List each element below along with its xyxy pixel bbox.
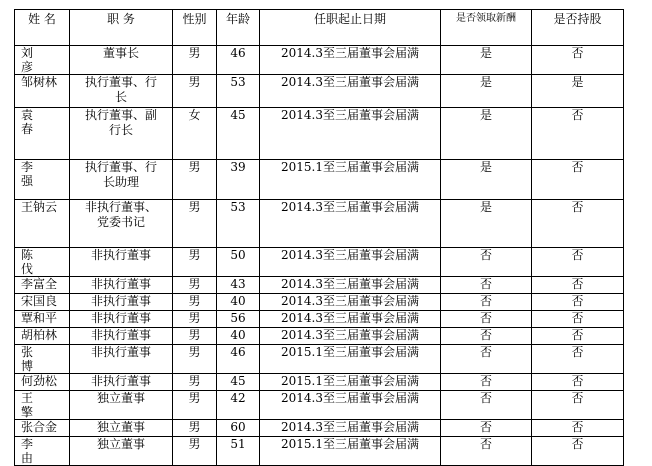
cell-shares: 是: [532, 75, 624, 108]
cell-name: 李 由: [15, 437, 70, 466]
cell-sex: 男: [173, 46, 217, 75]
cell-role: 非执行董事: [70, 328, 173, 345]
header-term: 任职起止日期: [260, 10, 441, 46]
cell-paid: 否: [441, 277, 532, 294]
cell-age: 53: [217, 75, 260, 108]
cell-paid: 否: [441, 294, 532, 311]
header-row: [15, 10, 624, 46]
table-row: [15, 277, 624, 294]
cell-sex: 男: [173, 420, 217, 437]
header-age: 年龄: [217, 10, 260, 46]
cell-term: 2015.1至三届董事会届满: [260, 345, 441, 374]
cell-age: 51: [217, 437, 260, 466]
table-row: [15, 160, 624, 200]
cell-age: 46: [217, 46, 260, 75]
cell-shares: 否: [532, 277, 624, 294]
cell-paid: 否: [441, 391, 532, 420]
cell-age: 40: [217, 294, 260, 311]
table-row: [15, 75, 624, 108]
cell-paid: 否: [441, 374, 532, 391]
cell-role: 董事长: [70, 46, 173, 75]
cell-sex: 男: [173, 248, 217, 277]
cell-age: 43: [217, 277, 260, 294]
cell-role: 执行董事、行长: [70, 75, 173, 108]
cell-name: 胡柏林: [15, 328, 70, 345]
cell-term: 2014.3至三届董事会届满: [260, 248, 441, 277]
cell-sex: 男: [173, 311, 217, 328]
table-row: [15, 437, 624, 466]
directors-table: [14, 9, 624, 466]
cell-term: 2014.3至三届董事会届满: [260, 294, 441, 311]
cell-name: 张 博: [15, 345, 70, 374]
cell-shares: 否: [532, 46, 624, 75]
cell-shares: 否: [532, 294, 624, 311]
cell-sex: 女: [173, 108, 217, 160]
table-row: [15, 345, 624, 374]
cell-paid: 是: [441, 160, 532, 200]
cell-shares: 否: [532, 248, 624, 277]
table-row: [15, 420, 624, 437]
cell-age: 56: [217, 311, 260, 328]
cell-term: 2014.3至三届董事会届满: [260, 391, 441, 420]
cell-name: 袁 春: [15, 108, 70, 160]
cell-term: 2014.3至三届董事会届满: [260, 200, 441, 248]
cell-sex: 男: [173, 277, 217, 294]
cell-sex: 男: [173, 75, 217, 108]
cell-paid: 是: [441, 75, 532, 108]
cell-age: 50: [217, 248, 260, 277]
cell-sex: 男: [173, 328, 217, 345]
table-row: [15, 248, 624, 277]
cell-paid: 否: [441, 345, 532, 374]
table-row: [15, 374, 624, 391]
header-sex: 性别: [173, 10, 217, 46]
cell-sex: 男: [173, 437, 217, 466]
cell-shares: 否: [532, 311, 624, 328]
cell-term: 2015.1至三届董事会届满: [260, 437, 441, 466]
table-row: [15, 311, 624, 328]
cell-paid: 是: [441, 46, 532, 75]
cell-term: 2014.3至三届董事会届满: [260, 328, 441, 345]
cell-role: 独立董事: [70, 437, 173, 466]
cell-age: 42: [217, 391, 260, 420]
cell-paid: 否: [441, 328, 532, 345]
cell-term: 2014.3至三届董事会届满: [260, 46, 441, 75]
cell-role: 非执行董事: [70, 311, 173, 328]
table-row: [15, 108, 624, 160]
header-shares: 是否持股: [532, 10, 624, 46]
cell-age: 53: [217, 200, 260, 248]
table-body: [15, 46, 624, 466]
cell-term: 2015.1至三届董事会届满: [260, 160, 441, 200]
cell-shares: 否: [532, 328, 624, 345]
cell-sex: 男: [173, 160, 217, 200]
cell-paid: 否: [441, 248, 532, 277]
cell-paid: 否: [441, 311, 532, 328]
cell-sex: 男: [173, 200, 217, 248]
cell-shares: 否: [532, 200, 624, 248]
cell-shares: 否: [532, 391, 624, 420]
cell-name: 王钠云: [15, 200, 70, 248]
table-row: [15, 200, 624, 248]
cell-name: 覃和平: [15, 311, 70, 328]
cell-shares: 否: [532, 437, 624, 466]
cell-role: 独立董事: [70, 391, 173, 420]
cell-term: 2014.3至三届董事会届满: [260, 75, 441, 108]
cell-shares: 否: [532, 374, 624, 391]
cell-name: 陈 伐: [15, 248, 70, 277]
header-paid: 是否领取新酬: [441, 10, 532, 46]
cell-sex: 男: [173, 374, 217, 391]
cell-term: 2014.3至三届董事会届满: [260, 420, 441, 437]
cell-name: 邹树林: [15, 75, 70, 108]
cell-shares: 否: [532, 345, 624, 374]
cell-term: 2014.3至三届董事会届满: [260, 311, 441, 328]
cell-age: 45: [217, 108, 260, 160]
cell-name: 刘 彦: [15, 46, 70, 75]
cell-name: 王 擎: [15, 391, 70, 420]
cell-term: 2014.3至三届董事会届满: [260, 277, 441, 294]
cell-age: 60: [217, 420, 260, 437]
cell-shares: 否: [532, 420, 624, 437]
cell-role: 独立董事: [70, 420, 173, 437]
cell-paid: 否: [441, 437, 532, 466]
table-row: [15, 46, 624, 75]
cell-age: 46: [217, 345, 260, 374]
cell-role: 非执行董事、党委书记: [70, 200, 173, 248]
cell-name: 李富全: [15, 277, 70, 294]
cell-name: 李 强: [15, 160, 70, 200]
cell-name: 张合金: [15, 420, 70, 437]
cell-role: 执行董事、行长助理: [70, 160, 173, 200]
cell-sex: 男: [173, 391, 217, 420]
cell-role: 非执行董事: [70, 374, 173, 391]
cell-name: 何劲松: [15, 374, 70, 391]
cell-age: 39: [217, 160, 260, 200]
table-row: [15, 328, 624, 345]
header-name: 姓 名: [15, 10, 70, 46]
cell-sex: 男: [173, 294, 217, 311]
cell-sex: 男: [173, 345, 217, 374]
cell-role: 非执行董事: [70, 345, 173, 374]
cell-role: 非执行董事: [70, 277, 173, 294]
cell-shares: 否: [532, 160, 624, 200]
cell-role: 执行董事、副行长: [70, 108, 173, 160]
cell-age: 45: [217, 374, 260, 391]
cell-age: 40: [217, 328, 260, 345]
cell-term: 2014.3至三届董事会届满: [260, 108, 441, 160]
header-role: 职 务: [70, 10, 173, 46]
cell-paid: 是: [441, 108, 532, 160]
cell-role: 非执行董事: [70, 248, 173, 277]
table-header: [15, 10, 624, 46]
cell-paid: 否: [441, 420, 532, 437]
table-row: [15, 294, 624, 311]
cell-paid: 是: [441, 200, 532, 248]
cell-role: 非执行董事: [70, 294, 173, 311]
cell-name: 宋国良: [15, 294, 70, 311]
cell-shares: 否: [532, 108, 624, 160]
table-row: [15, 391, 624, 420]
cell-term: 2015.1至三届董事会届满: [260, 374, 441, 391]
